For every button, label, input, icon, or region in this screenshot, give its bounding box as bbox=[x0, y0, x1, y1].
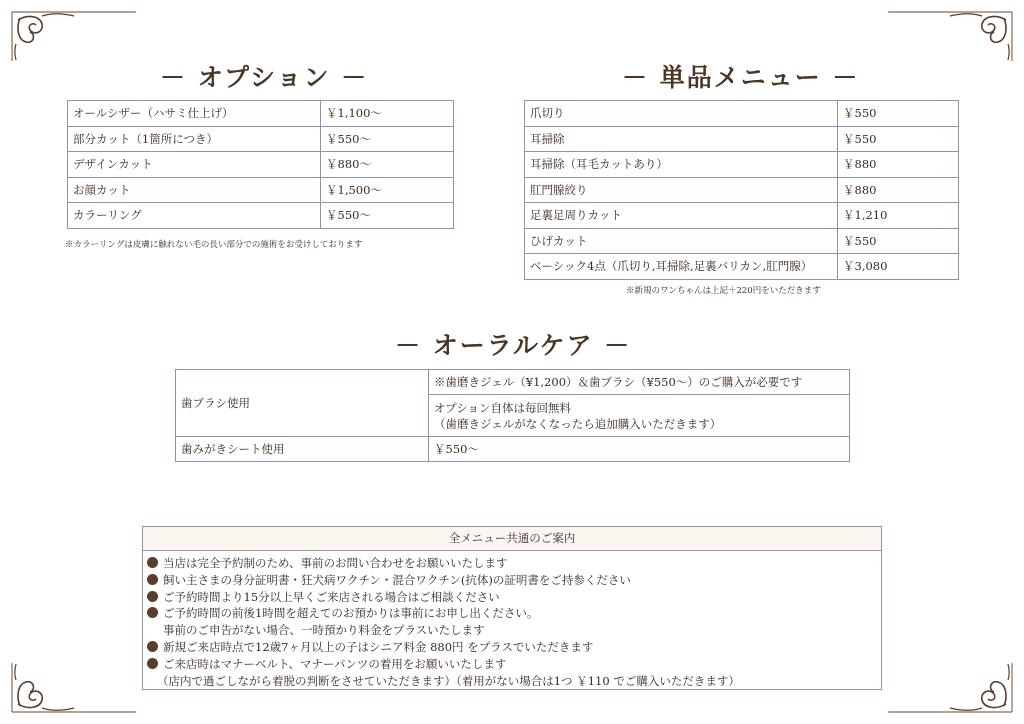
table-row bbox=[525, 101, 959, 127]
oral-row1-text-a: ※歯磨きジェル（¥1,200）＆歯ブラシ（¥550～）のご購入が必要です bbox=[429, 370, 850, 395]
corner-ornament-top-right bbox=[883, 6, 1018, 66]
single-menu-title: － 単品メニュー － bbox=[622, 63, 860, 92]
single-name: 耳掃除 bbox=[525, 126, 838, 152]
info-line: 新規ご来店時点で12歳7ヶ月以上の子はシニア料金 880円 をプラスでいただきます bbox=[163, 639, 594, 654]
info-line: （店内で過ごしながら着脱の判断をさせていただきます）（着用がない場合は1つ ￥110 でご購入いただきます） bbox=[157, 673, 740, 688]
option-price: ￥1,100～ bbox=[321, 101, 454, 127]
bullet-icon bbox=[147, 591, 158, 602]
bullet-icon bbox=[147, 557, 158, 568]
oral-row1-text-b bbox=[429, 395, 850, 437]
single-price: ￥1,210 bbox=[838, 203, 959, 229]
table-row bbox=[176, 437, 850, 462]
oral-care-title: － オーラルケア － bbox=[395, 331, 632, 360]
single-name: 爪切り bbox=[525, 101, 838, 127]
single-menu-table bbox=[524, 100, 959, 280]
single-price: ￥880 bbox=[838, 152, 959, 178]
single-price: ￥3,080 bbox=[838, 254, 959, 280]
list-item bbox=[147, 622, 881, 639]
common-info-box bbox=[142, 526, 882, 690]
single-name: 足裏足周りカット bbox=[525, 203, 838, 229]
option-name: 部分カット（1箇所につき） bbox=[68, 126, 321, 152]
table-row bbox=[68, 203, 454, 229]
common-info-title: 全メニュー共通のご案内 bbox=[143, 527, 881, 551]
info-line: ご予約時間より15分以上早くご来店される場合はご相談ください bbox=[163, 589, 500, 604]
single-price: ￥550 bbox=[838, 126, 959, 152]
single-name: 耳掃除（耳毛カットあり） bbox=[525, 152, 838, 178]
option-price: ￥880～ bbox=[321, 152, 454, 178]
list-item bbox=[147, 605, 881, 622]
table-row bbox=[525, 203, 959, 229]
list-item bbox=[147, 656, 881, 673]
oral-row1-text-b1: オプション自体は毎回無料 bbox=[434, 400, 571, 415]
table-row bbox=[68, 152, 454, 178]
corner-ornament-bottom-left bbox=[6, 658, 141, 718]
single-price: ￥550 bbox=[838, 101, 959, 127]
oral-row1-text-b2: （歯磨きジェルがなくなったら追加購入いただきます） bbox=[434, 416, 722, 431]
oral-row2-label: 歯みがきシート使用 bbox=[176, 437, 429, 462]
corner-ornament-top-left bbox=[6, 6, 141, 66]
common-info-list bbox=[143, 551, 881, 689]
list-item bbox=[147, 673, 881, 690]
list-item bbox=[147, 555, 881, 572]
list-item bbox=[147, 589, 881, 606]
table-row bbox=[525, 152, 959, 178]
options-table bbox=[67, 100, 454, 229]
bullet-icon bbox=[147, 607, 158, 618]
single-menu-note: ※新規のワンちゃんは上記＋220円をいただきます bbox=[626, 286, 821, 296]
single-name: 肛門腺絞り bbox=[525, 177, 838, 203]
info-line: 飼い主さまの身分証明書・狂犬病ワクチン・混合ワクチン(抗体)の証明書をご持参ください bbox=[163, 572, 631, 587]
table-row bbox=[68, 101, 454, 127]
table-row bbox=[525, 126, 959, 152]
info-line: ご来店時はマナーベルト、マナーパンツの着用をお願いいたします bbox=[163, 656, 507, 671]
option-name: カラーリング bbox=[68, 203, 321, 229]
table-row bbox=[68, 126, 454, 152]
single-price: ￥880 bbox=[838, 177, 959, 203]
table-row bbox=[176, 370, 850, 395]
oral-care-table bbox=[175, 369, 850, 462]
info-line: 事前のご申告がない場合、一時預かり料金をプラスいたします bbox=[163, 623, 485, 638]
info-line: ご予約時間の前後1時間を超えてのお預かりは事前にお申し出ください。 bbox=[163, 606, 539, 621]
table-row bbox=[68, 177, 454, 203]
bullet-icon bbox=[147, 574, 158, 585]
bullet-icon bbox=[147, 641, 158, 652]
option-name: お顔カット bbox=[68, 177, 321, 203]
bullet-icon bbox=[147, 658, 158, 669]
table-row bbox=[525, 228, 959, 254]
oral-row1-label: 歯ブラシ使用 bbox=[176, 370, 429, 437]
option-price: ￥550～ bbox=[321, 203, 454, 229]
table-row bbox=[525, 254, 959, 280]
list-item bbox=[147, 572, 881, 589]
single-name: ベーシック4点（爪切り,耳掃除,足裏バリカン,肛門腺） bbox=[525, 254, 838, 280]
table-row bbox=[525, 177, 959, 203]
options-note: ※カラーリングは皮膚に触れない毛の長い部分での施術をお受けしております bbox=[65, 240, 363, 250]
list-item bbox=[147, 639, 881, 656]
info-line: 当店は完全予約制のため、事前のお問い合わせをお願いいたします bbox=[163, 556, 508, 570]
corner-ornament-bottom-right bbox=[883, 658, 1018, 718]
single-name: ひげカット bbox=[525, 228, 838, 254]
option-price: ￥1,500～ bbox=[321, 177, 454, 203]
options-title: － オプション － bbox=[160, 63, 369, 92]
option-name: デザインカット bbox=[68, 152, 321, 178]
oral-row2-price: ￥550～ bbox=[429, 437, 850, 462]
single-price: ￥550 bbox=[838, 228, 959, 254]
option-price: ￥550～ bbox=[321, 126, 454, 152]
option-name: オールシザー（ハサミ仕上げ） bbox=[68, 101, 321, 127]
